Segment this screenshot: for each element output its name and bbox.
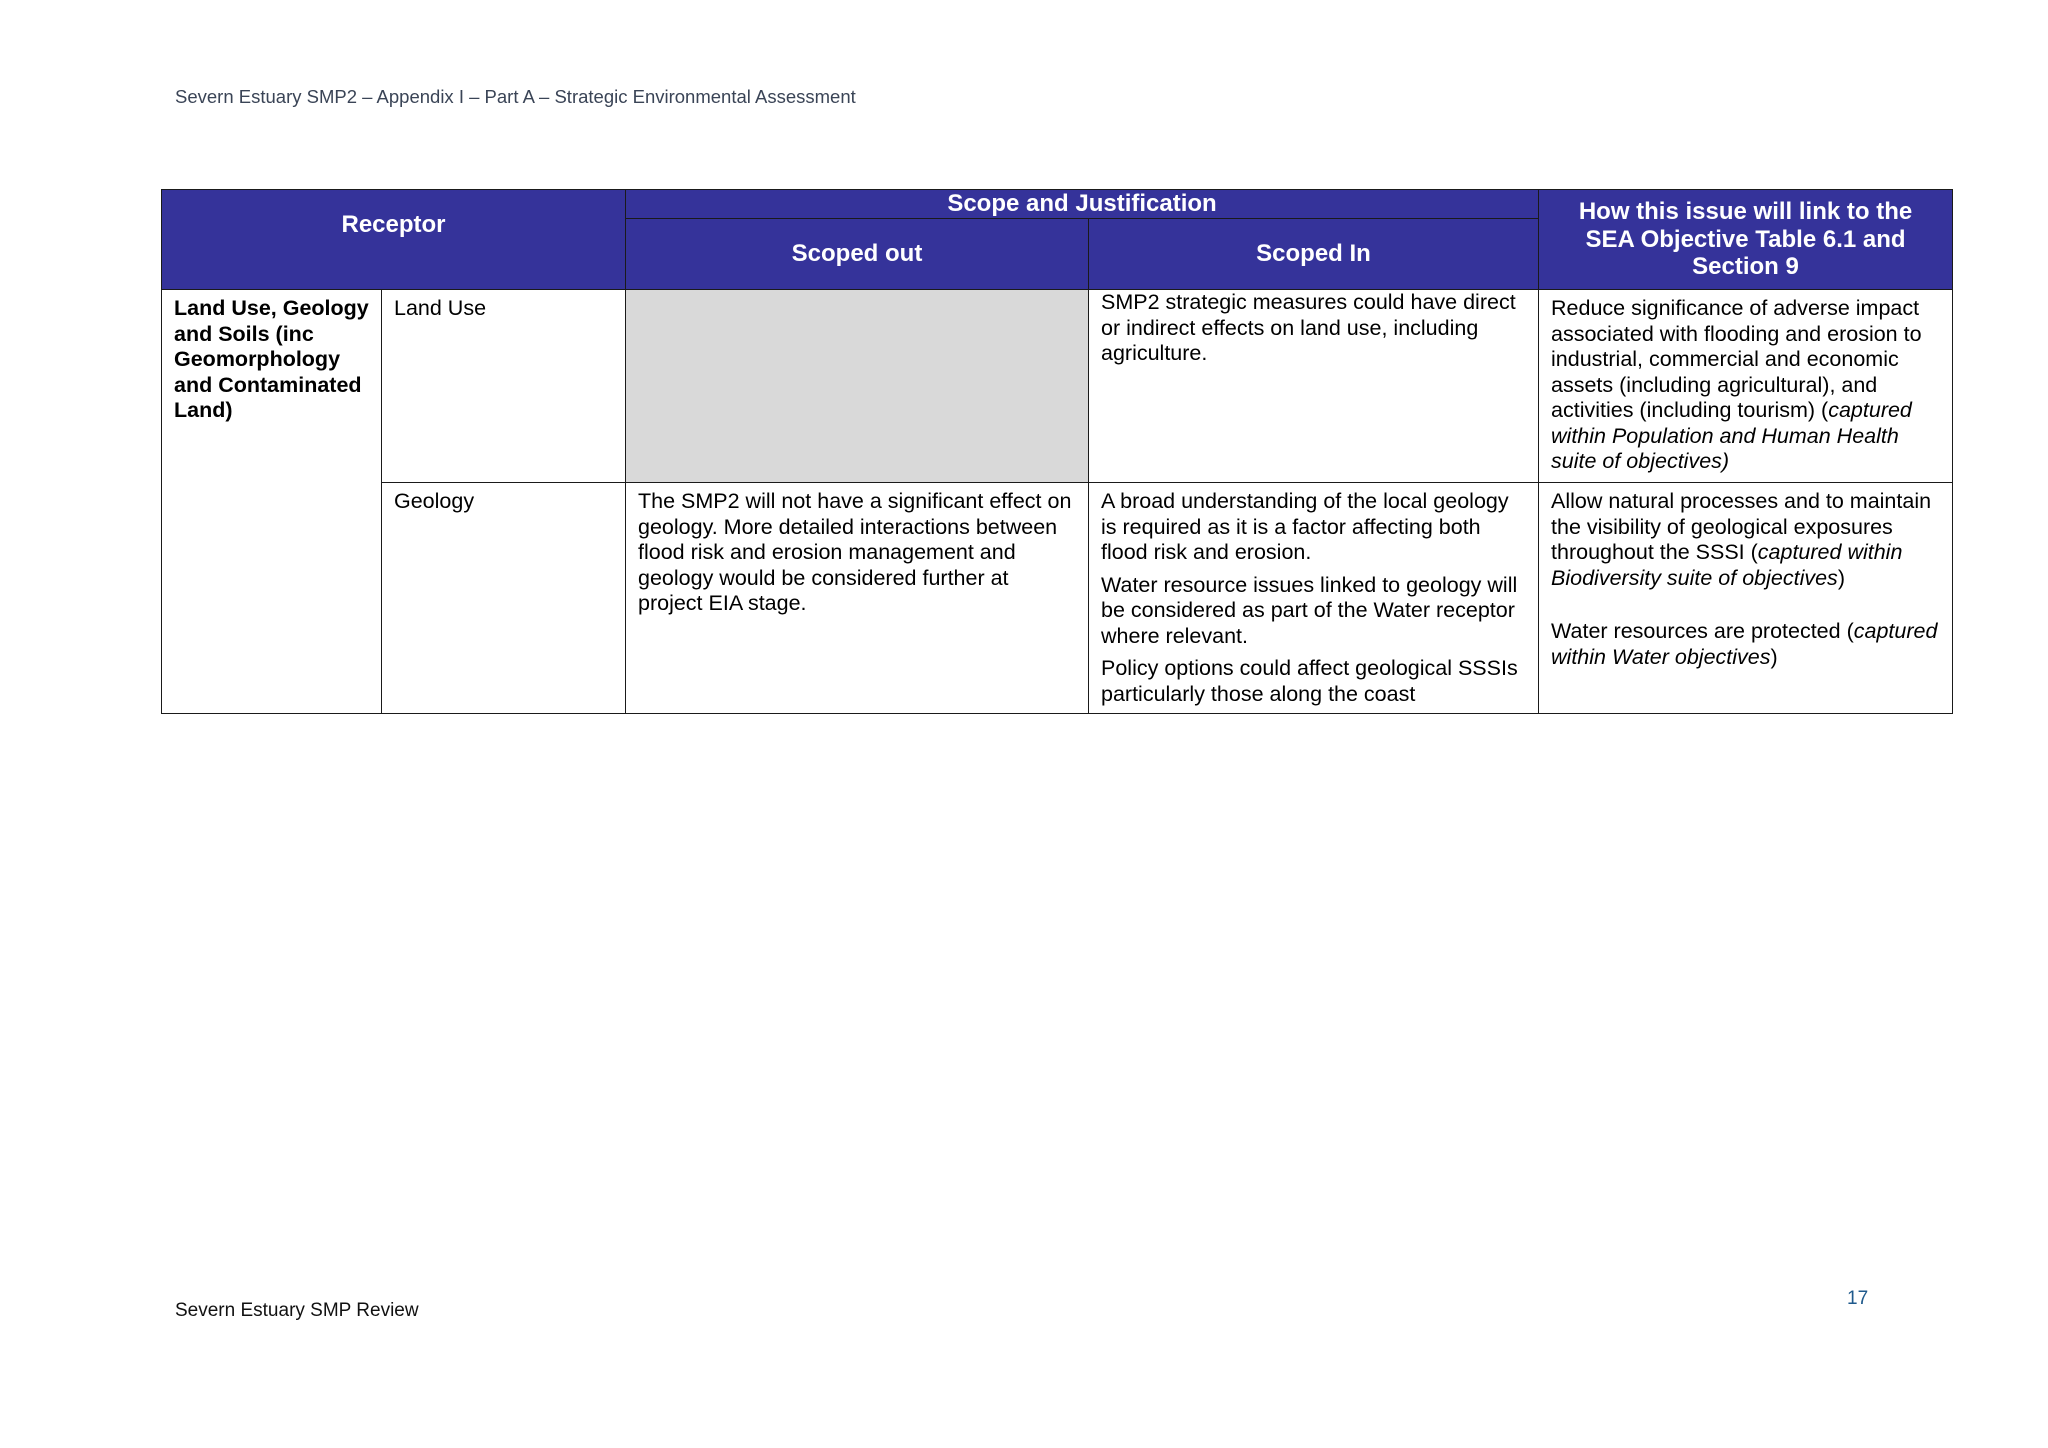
header-receptor: Receptor xyxy=(162,190,626,290)
header-scoped-out: Scoped out xyxy=(626,219,1089,290)
scoped-in-text: A broad understanding of the local geology is required as it is a factor affecting both flood risk and erosion. xyxy=(1101,489,1509,564)
sea-link-text: Allow natural processes and to maintain the visibility of geological exposures throughout the SSSI (captured within Biodiversity suite of objectives) xyxy=(1551,489,1932,590)
table-row xyxy=(162,290,1953,483)
header-scope-justification: Scope and Justification xyxy=(626,190,1539,219)
scoping-table xyxy=(161,189,1953,714)
header-sea-objective-link: How this issue will link to the SEA Objective Table 6.1 and Section 9 xyxy=(1539,190,1953,290)
sea-link-text: Water resources are protected (captured within Water objectives) xyxy=(1551,619,1938,669)
scoped-out-cell: The SMP2 will not have a significant effect on geology. More detailed interactions between flood risk and erosion management and geology would be considered further at project EIA stage. xyxy=(626,483,1089,714)
category-cell: Land Use, Geology and Soils (inc Geomorphology and Contaminated Land) xyxy=(162,290,382,714)
page-header: Severn Estuary SMP2 – Appendix I – Part A – Strategic Environmental Assessment xyxy=(175,86,856,107)
scoped-out-cell xyxy=(626,290,1089,483)
scoped-in-text: Water resource issues linked to geology will be considered as part of the Water receptor where relevant. xyxy=(1101,572,1518,648)
header-scoped-in: Scoped In xyxy=(1089,219,1539,290)
scoped-in-cell xyxy=(1089,290,1539,483)
scoped-in-cell xyxy=(1089,483,1539,714)
sea-link-text: Reduce significance of adverse impact associated with flooding and erosion to industrial, commercial and economic assets (including agricultural), and activities (including tourism) (captured within Population and Human Health suite of objectives) xyxy=(1551,296,1922,473)
receptor-cell: Geology xyxy=(382,483,626,714)
table-row xyxy=(162,483,1953,714)
scoped-in-text: SMP2 strategic measures could have direct or indirect effects on land use, including agriculture. xyxy=(1101,290,1516,365)
footer-title: Severn Estuary SMP Review xyxy=(175,1300,419,1321)
sea-link-cell xyxy=(1539,483,1953,714)
receptor-cell: Land Use xyxy=(382,290,626,483)
sea-link-cell xyxy=(1539,290,1953,483)
scoped-in-text: Policy options could affect geological SSSIs particularly those along the coast xyxy=(1101,656,1518,706)
page-number: 17 xyxy=(1847,1288,1869,1309)
